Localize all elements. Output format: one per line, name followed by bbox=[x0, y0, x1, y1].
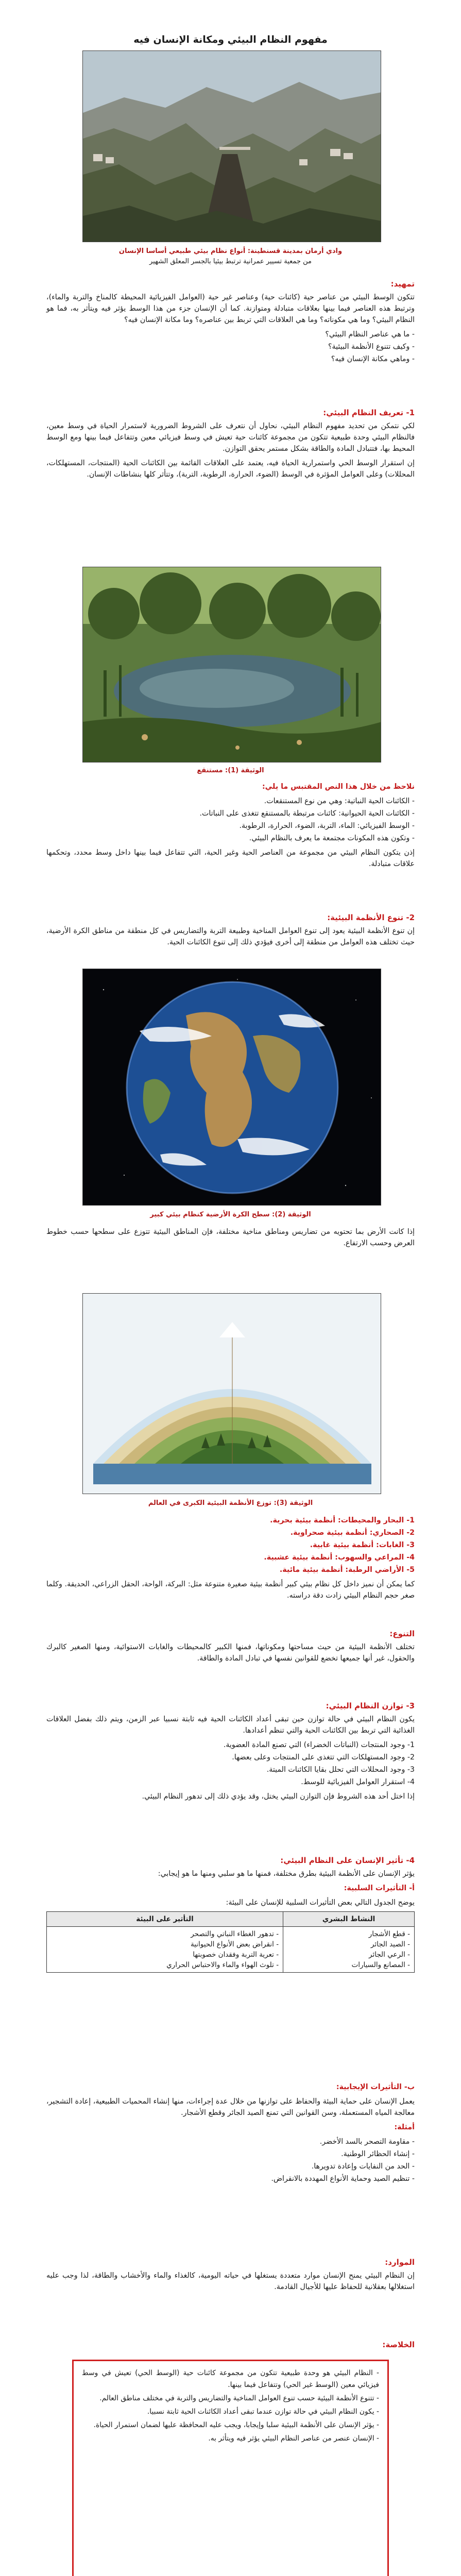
table-cell: - تدهور الغطاء النباتي والتصحر - انقراض بعض الأنواع الحيوانية - تعرية التربة وفقدان خصوبتها - تلوث الهواء والماء والاحتباس الحراري bbox=[47, 1927, 283, 1973]
page-title: مفهوم النظام البيئي ومكانة الإنسان فيه bbox=[133, 34, 328, 45]
figure-caption: الوثيقة (2): سطح الكرة الأرضية كنظام بيئي كبير bbox=[150, 1211, 311, 1218]
list-item: - تنظيم الصيد وحماية الأنواع المهددة بالانقراض. bbox=[271, 2175, 415, 2183]
section-heading: 3- توازن النظام البيئي: bbox=[326, 1701, 415, 1710]
list-item: 3- الغابات: أنظمة بيئية غابية. bbox=[310, 1541, 415, 1549]
section-resources bbox=[46, 2257, 415, 2296]
valley-photo bbox=[82, 50, 381, 242]
subsection-heading: ب- التأثيرات الإيجابية: bbox=[336, 2083, 415, 2091]
section-definition bbox=[46, 407, 415, 483]
section-text: يوضح الجدول التالي بعض التأثيرات السلبية للإنسان على البيئة: bbox=[226, 1899, 415, 1907]
summary-heading: الخلاصة: bbox=[382, 2340, 415, 2349]
biome-list bbox=[46, 1515, 415, 1575]
list-item: - تتنوع الأنظمة البيئية حسب تنوع العوامل المناخية والتضاريس والتربة في مختلف مناطق العالم. bbox=[99, 2394, 379, 2402]
section-text: إن تنوع الأنظمة البيئية يعود إلى تنوع العوامل المناخية وطبيعة التربة والتضاريس في كل منطقة من مناطق الكرة الأرضية، حيث تختلف هذه العوامل من منطقة إلى أخرى فيؤدي ذلك إلى تنوع الكائنات الحية. bbox=[46, 927, 415, 946]
section-text: إذن يتكون النظام البيئي من مجموعة من العناصر الحية وغير الحية، التي تتفاعل فيما بينها داخل وسط محدد، وتحكمها علاقات متبادلة. bbox=[46, 849, 415, 868]
intro-question: - وماهي مكانة الإنسان فيه؟ bbox=[331, 355, 415, 363]
summary-list bbox=[82, 2367, 379, 2445]
section-heading: التنوع: bbox=[389, 1629, 415, 1638]
list-item: - يؤثر الإنسان على الأنظمة البيئية سلبا وإيجابا، ويجب عليه المحافظة عليها لضمان استمرار الحياة. bbox=[93, 2421, 379, 2429]
list-item: - الوسط الفيزيائي: الماء، التربة، الضوء، الحرارة، الرطوبة. bbox=[239, 822, 415, 830]
list-item: 1- البحار والمحيطات: أنظمة بيئية بحرية. bbox=[270, 1516, 415, 1524]
section-heading: الموارد: bbox=[385, 2258, 415, 2267]
subsection-heading: أ- التأثيرات السلبية: bbox=[344, 1884, 415, 1892]
positive-list bbox=[46, 2136, 415, 2184]
list-item: - الإنسان عنصر من عناصر النظام البيئي يؤثر فيه ويتأثر به. bbox=[208, 2434, 379, 2443]
intro-text: تتكون الوسط البيئي من عناصر حية (كائنات حية) وعناصر غير حية (العوامل الفيزيائية المحيطة كالمناخ والتربة والماء)، وترتبط هذه العناصر فيما بينها بعلاقات متبادلة ومتوازنة. كما أن الإنسان جزء من هذا الوسط يؤثر فيه ويتأثر به، فما هو النظام البيئي؟ وما هي مكوناته؟ وما هي العلاقات التي تربط بين عناصره؟ وما مكانة الإنسان فيه؟ bbox=[46, 293, 415, 324]
list-item: 5- الأراضي الرطبة: أنظمة بيئية مائية. bbox=[279, 1566, 415, 1574]
list-item: - الكائنات الحية الحيوانية: كائنات مرتبطة بالمستنقع تتغذى على النباتات. bbox=[199, 809, 415, 818]
section-text: إذا كانت الأرض بما تحتويه من تضاريس ومناطق مناخية مختلفة، فإن المناطق البيئية تتوزع على سطحها حسب خطوط العرض وحسب الارتفاع. bbox=[46, 1228, 415, 1247]
list-item: 2- وجود المستهلكات التي تتغذى على المنتجات وعلى بعضها. bbox=[232, 1753, 415, 1761]
section-text: لكي نتمكن من تحديد مفهوم النظام البيئي، نحاول أن نتعرف على الشروط الضرورية لاستمرار الحياة في وسط معين، فالنظام البيئي وحدة طبيعية تتكون من مجموعة كائنات حية تعيش في وسط فيزيائي معين وتتفاعل فيما بينها ومع الوسط المحيط بها، فتتبادل المادة والطاقة بشكل مستمر يحقق التوازن. bbox=[46, 422, 415, 453]
table-cell: - قطع الأشجار - الصيد الجائر - الرعي الجائر - المصانع والسيارات bbox=[283, 1927, 415, 1973]
section-text: كما يمكن أن نميز داخل كل نظام بيئي كبير أنظمة بيئية صغيرة متنوعة مثل: البركة، الواحة، الحقل الزراعي، الحديقة. وكلما صغر حجم النظام البيئي زادت دقة دراسته. bbox=[46, 1580, 415, 1600]
table-header: التأثير على البيئة bbox=[47, 1912, 283, 1927]
photo-caption-secondary: من جمعية تسيير عمرانية ترتبط بيئيا بالجسر المعلق الشهير bbox=[149, 258, 312, 265]
list-item: - وتكون هذه المكونات مجتمعة ما يعرف بالنظام البيئي. bbox=[249, 834, 415, 842]
section-balance bbox=[46, 1700, 415, 1805]
section-heading: 4- تأثير الإنسان على النظام البيئي: bbox=[280, 1856, 415, 1865]
intro-questions bbox=[46, 329, 415, 365]
photo-caption: وادي أرمان بمدينة قسنطينة: أنواع نظام بيئي طبيعي أساسا الإنسان bbox=[118, 247, 343, 255]
figure-caption: الوثيقة (3): توزع الأنظمة البيئية الكبرى في العالم bbox=[148, 1499, 313, 1507]
list-item: 3- وجود المحللات التي تحلل بقايا الكائنات الميتة. bbox=[266, 1766, 415, 1774]
list-item: - الكائنات الحية النباتية: وهي من نوع المستنقعات. bbox=[264, 797, 415, 805]
section-text: يؤثر الإنسان على الأنظمة البيئية بطرق مختلفة، فمنها ما هو سلبي ومنها ما هو إيجابي: bbox=[158, 1870, 415, 1878]
earth-globe-image bbox=[82, 969, 381, 1206]
swamp-photo bbox=[82, 567, 381, 762]
biome-distribution-diagram bbox=[82, 1293, 381, 1494]
table-row bbox=[47, 1927, 415, 1973]
intro-question: - ما هي عناصر النظام البيئي؟ bbox=[325, 330, 415, 338]
list-item: 1- وجود المنتجات (النباتات الخضراء) التي تصنع المادة العضوية. bbox=[223, 1741, 415, 1749]
table-header-row bbox=[47, 1912, 415, 1927]
list-item: - النظام البيئي هو وحدة طبيعية تتكون من مجموعة كائنات حية (الوسط الحي) تعيش في وسط فيزيائي معين (الوسط غير الحي) وتتفاعل فيما بينها. bbox=[82, 2369, 379, 2389]
list-item: 4- المراعي والسهوب: أنظمة بيئية عشبية. bbox=[264, 1553, 415, 1562]
list-item: - الحد من النفايات وإعادة تدويرها. bbox=[311, 2162, 415, 2171]
section-heading: 1- تعريف النظام البيئي: bbox=[323, 408, 415, 417]
section-text: نلاحظ من خلال هذا النص المقتبس ما يلي: bbox=[262, 783, 415, 791]
list-item: - إنشاء الحظائر الوطنية. bbox=[341, 2150, 415, 2158]
section-text: تختلف الأنظمة البيئية من حيث مساحتها ومكوناتها، فمنها الكبير كالمحيطات والغابات الاستوائية، ومنها الصغير كالبرك والحقول، غير أنها جميعها تخضع للقوانين نفسها في تبادل المادة والطاقة. bbox=[46, 1643, 415, 1663]
list-item: 4- استقرار العوامل الفيزيائية للوسط. bbox=[301, 1778, 415, 1786]
section-text: يعمل الإنسان على حماية البيئة والحفاظ على توازنها من خلال عدة إجراءات، منها إنشاء المحميات الطبيعية، إعادة التشجير، معالجة المياه المستعملة، وسن القوانين التي تمنع الصيد الجائر وقطع الأشجار. bbox=[46, 2097, 415, 2117]
section-text: إن استقرار الوسط الحي واستمرارية الحياة فيه، يعتمد على العلاقات القائمة بين الكائنات الحية (المنتجات، المستهلكات، المحللات) وعلى العوامل المؤثرة في الوسط (الضوء، الحرارة، الرطوبة، التربة)، وتتأثر كلها بنشاطات الإنسان. bbox=[46, 459, 415, 479]
section-text: يكون النظام البيئي في حالة توازن حين تبقى أعداد الكائنات الحية فيه ثابتة نسبيا عبر الزمن، ويتم ذلك بفضل العلاقات الغذائية التي تربط بين الكائنات الحية والتي تنظم أعدادها. bbox=[46, 1715, 415, 1735]
section-text: إن النظام البيئي يمنح الإنسان موارد متعددة يستغلها في حياته اليومية، كالغذاء والماء والأخشاب والطاقة، لذا وجب عليه استغلالها بعقلانية للحفاظ عليها للأجيال القادمة. bbox=[46, 2272, 415, 2291]
figure-caption: الوثيقة (1): مستنقع bbox=[197, 767, 264, 774]
table-header: النشاط البشري bbox=[283, 1912, 415, 1927]
impact-table bbox=[46, 1911, 415, 1973]
section-variety bbox=[46, 1628, 415, 1667]
intro-heading: تمهيد: bbox=[390, 279, 415, 289]
section-biome-list bbox=[46, 1515, 415, 1604]
section-observation bbox=[46, 781, 415, 873]
section-human-impact bbox=[46, 1855, 415, 1976]
subsection-heading: أمثلة: bbox=[394, 2123, 415, 2131]
section-positive bbox=[46, 2081, 415, 2188]
summary-heading-wrap bbox=[46, 2339, 415, 2352]
intro-section bbox=[46, 278, 415, 368]
section-diversity bbox=[46, 912, 415, 951]
observation-list bbox=[46, 795, 415, 844]
list-item: 2- الصحاري: أنظمة بيئية صحراوية. bbox=[290, 1529, 415, 1537]
intro-question: - وكيف تتنوع الأنظمة البيئية؟ bbox=[328, 343, 415, 351]
section-heading: 2- تنوع الأنظمة البيئية: bbox=[327, 913, 415, 922]
list-item: - يكون النظام البيئي في حالة توازن عندما تبقى أعداد الكائنات الحية ثابتة نسبيا. bbox=[147, 2408, 379, 2416]
balance-list bbox=[46, 1739, 415, 1788]
summary-box bbox=[72, 2360, 389, 2576]
list-item: - مقاومة التصحر بالسد الأخضر. bbox=[319, 2138, 415, 2146]
section-text: إذا اختل أحد هذه الشروط فإن التوازن البيئي يختل، وقد يؤدي ذلك إلى تدهور النظام البيئي. bbox=[142, 1792, 415, 1801]
section-diversity-text bbox=[46, 1226, 415, 1252]
